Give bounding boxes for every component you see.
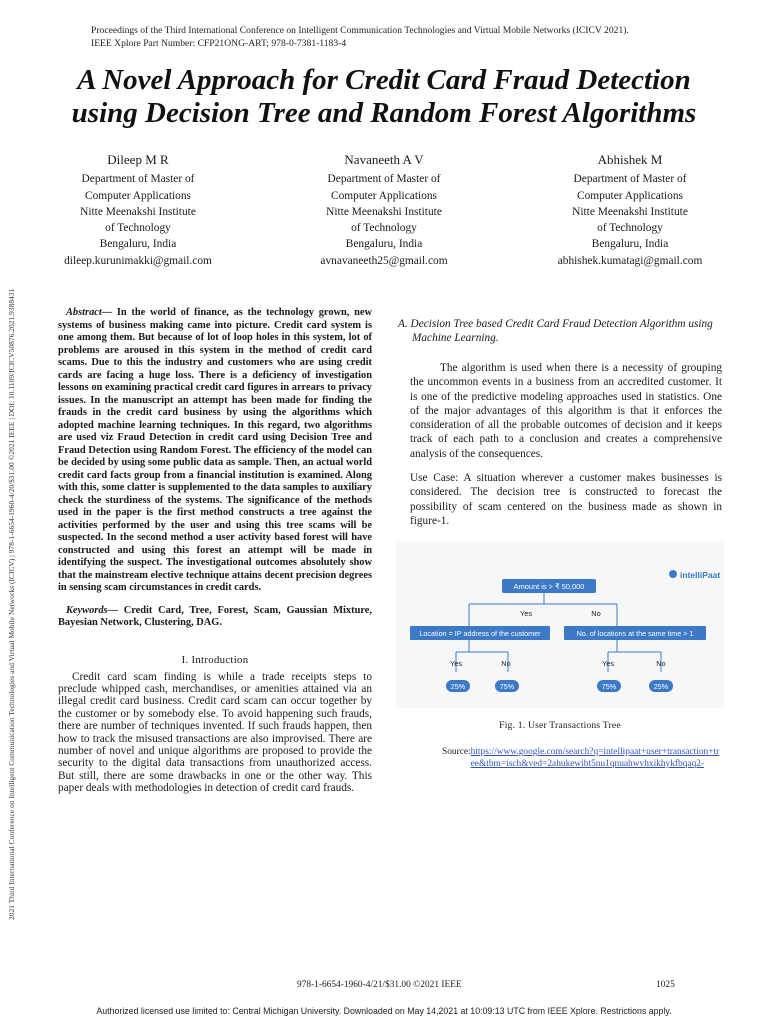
intellipaat-logo-icon: [669, 570, 677, 578]
root-node-label: Amount is > ₹ 50,000: [513, 582, 585, 592]
intellipaat-logo: intelliPaat: [680, 570, 721, 581]
left-column: [58, 307, 372, 795]
author-institute: of Technology: [597, 222, 663, 235]
figure-background: [396, 542, 724, 708]
leaf-node-value: 25%: [450, 682, 466, 692]
locations-count-node-label: No. of locations at the same time > 1: [576, 629, 694, 639]
edge-label-no: No: [591, 609, 601, 619]
keywords-text: Credit Card, Tree, Forest, Scam, Gaussian Mixture, Bayesian Network, Clustering, DAG.: [58, 604, 372, 628]
location-node-label: Location = IP address of the customer: [419, 629, 541, 639]
leaf-edge-label: No: [656, 659, 666, 669]
author-dept: Computer Applications: [85, 189, 191, 202]
author-institute: Nitte Meenakshi Institute: [326, 205, 442, 218]
author-institute: of Technology: [351, 222, 417, 235]
author-dept: Department of Master of: [327, 173, 441, 186]
author-block-1: [28, 152, 248, 269]
leaf-node-value: 75%: [601, 682, 617, 692]
author-name: Abhishek M: [597, 152, 663, 167]
figure-caption: Fig. 1. User Transactions Tree: [499, 720, 621, 732]
introduction-heading: I. Introduction: [181, 653, 249, 666]
abstract-lead: Abstract—: [66, 307, 113, 318]
section-a-paragraph-2: Use Case: A situation wherever a customer makes businesses is considered. The decision tree is constructed to forecast the possibility of scam centered on the business made as shown in figure-1.: [410, 472, 722, 527]
author-institute: of Technology: [105, 222, 171, 235]
leaf-node-value: 25%: [653, 682, 669, 692]
author-name: Navaneeth A V: [344, 152, 424, 167]
author-institute: Nitte Meenakshi Institute: [80, 205, 196, 218]
author-email[interactable]: avnavaneeth25@gmail.com: [320, 254, 448, 267]
conference-header: [91, 24, 629, 50]
abstract-text: In the world of finance, as the technology grown, new systems of business making came into picture. Credit card system is one among them. But because of lot of loop holes in this system, lot of problems are aroused in this system in the method of credit card scams. Due to this the industry and customers who are using credit cards are facing a huge loss. There is a deficiency of investigation lessons on examining practical credit card figures in arrears to privacy issues. In the manuscript an attempt has been made for finding the frauds in the credit card business by using the algorithms which adopted machine learning techniques. In this regard, two algorithms are used viz Fraud Detection in credit card using Decision Tree and Fraud Detection using Random Forest. The efficiency of the model can be decided by using some public data as sample. Then, an actual world credit card facts group from a financial institution is examined. Along with this, some clatter is supplemented to the data samples to auxiliary check the sturdiness of the systems. The significance of the methods used in the paper is the first method constructs a tree against the activities performed by the user and using this tree scams will be suspected. In the second method a user activity based forest will have constructed and using this forest an attempt will be made in identifying the suspect. The investigational outcomes absolutely show that the mainstream elective technique attains decent precision degrees in sensing scam circumstances in credit cards.: [58, 307, 372, 593]
edge-label-yes: Yes: [519, 609, 533, 619]
author-dept: Computer Applications: [331, 189, 437, 202]
author-block-3: [520, 152, 740, 269]
author-dept: Department of Master of: [81, 173, 195, 186]
keywords: [58, 605, 372, 630]
introduction-text: Credit card scam finding is while a trade receipts steps to preclude whipped cash, merchandises, or amenities attained via an illegal credit card business. Credit card scam can occur together by the customer or by somebody else. To avoid happening such frauds, there are number of techniques invented. If such frauds happen, then how to track the misused transactions are also improvised. There are number of novel and unique algorithms are proposed to provide the security to the digital data transactions from unauthorized access. But still, there are some drawbacks in one or the other way. This paper deals with methodologies in detection of credit card frauds.: [58, 670, 372, 795]
author-dept: Computer Applications: [577, 189, 683, 202]
decision-tree-diagram: [396, 542, 724, 708]
author-email[interactable]: abhishek.kumatagi@gmail.com: [557, 254, 703, 267]
author-city: Bengaluru, India: [99, 238, 177, 251]
source-link[interactable]: https://www.google.com/search?q=intellipaat+user+transaction+tree&tbm=isch&ved=2ahukewibt5nu1qnuahwvhxikhykfbqaq2-: [470, 747, 720, 769]
author-city: Bengaluru, India: [591, 238, 669, 251]
decision-tree-figure: [396, 542, 724, 708]
paper-title: [30, 64, 738, 130]
leaf-edge-label: No: [501, 659, 511, 669]
author-city: Bengaluru, India: [345, 238, 423, 251]
footer-identifiers: 978-1-6654-1960-4/21/$31.00 ©2021 IEEE: [297, 980, 462, 990]
figure-source: [442, 747, 722, 770]
doi-side-note: 2021 Third International Conference on Intelligent Communication Technologies and Virtual Mobile Networks (ICICV) | 978-1-6654-1960-4/20/$31.00 ©2021 IEEE | DOI: 10.1109/ICICV50876.2021.9388431: [7, 288, 16, 920]
leaf-edge-label: Yes: [449, 659, 463, 669]
author-institute: Nitte Meenakshi Institute: [572, 205, 688, 218]
leaf-edge-label: Yes: [601, 659, 615, 669]
source-label: Source:: [442, 747, 471, 758]
abstract: [58, 307, 372, 595]
conference-header-line-2: IEEE Xplore Part Number: CFP21ONG-ART; 978-0-7381-1183-4: [91, 38, 347, 49]
page-number: 1025: [656, 980, 675, 990]
author-block-2: [274, 152, 494, 269]
section-a-heading: A. Decision Tree based Credit Card Fraud Detection Algorithm using Machine Learning.: [398, 318, 713, 344]
right-column: [398, 317, 722, 770]
author-dept: Department of Master of: [573, 173, 687, 186]
leaf-node-value: 75%: [499, 682, 515, 692]
section-a-paragraph-1: The algorithm is used when there is a necessity of grouping the uncommon events in a business from an accredited customer. It is one of the predictive modeling approaches used in statistics. One of the major advantages of this algorithm is that it enforces the consideration of all the probable outcomes of decision and it keeps track of each path to a conclusion and creates a comprehensive analysis of the consequences.: [410, 362, 722, 460]
author-email[interactable]: dileep.kurunimakki@gmail.com: [64, 254, 212, 267]
keywords-lead: Keywords—: [66, 604, 118, 616]
paper-title-line-2: using Decision Tree and Random Forest Algorithms: [71, 97, 697, 129]
author-name: Dileep M R: [107, 152, 169, 167]
license-notice: Authorized licensed use limited to: Central Michigan University. Downloaded on May 14,2021 at 10:09:13 UTC from IEEE Xplore. Restrictions apply.: [96, 1006, 672, 1016]
conference-header-line-1: Proceedings of the Third International Conference on Intelligent Communication Technologies and Virtual Mobile Networks (ICICV 2021).: [91, 25, 629, 36]
paper-title-line-1: A Novel Approach for Credit Card Fraud Detection: [77, 64, 691, 96]
